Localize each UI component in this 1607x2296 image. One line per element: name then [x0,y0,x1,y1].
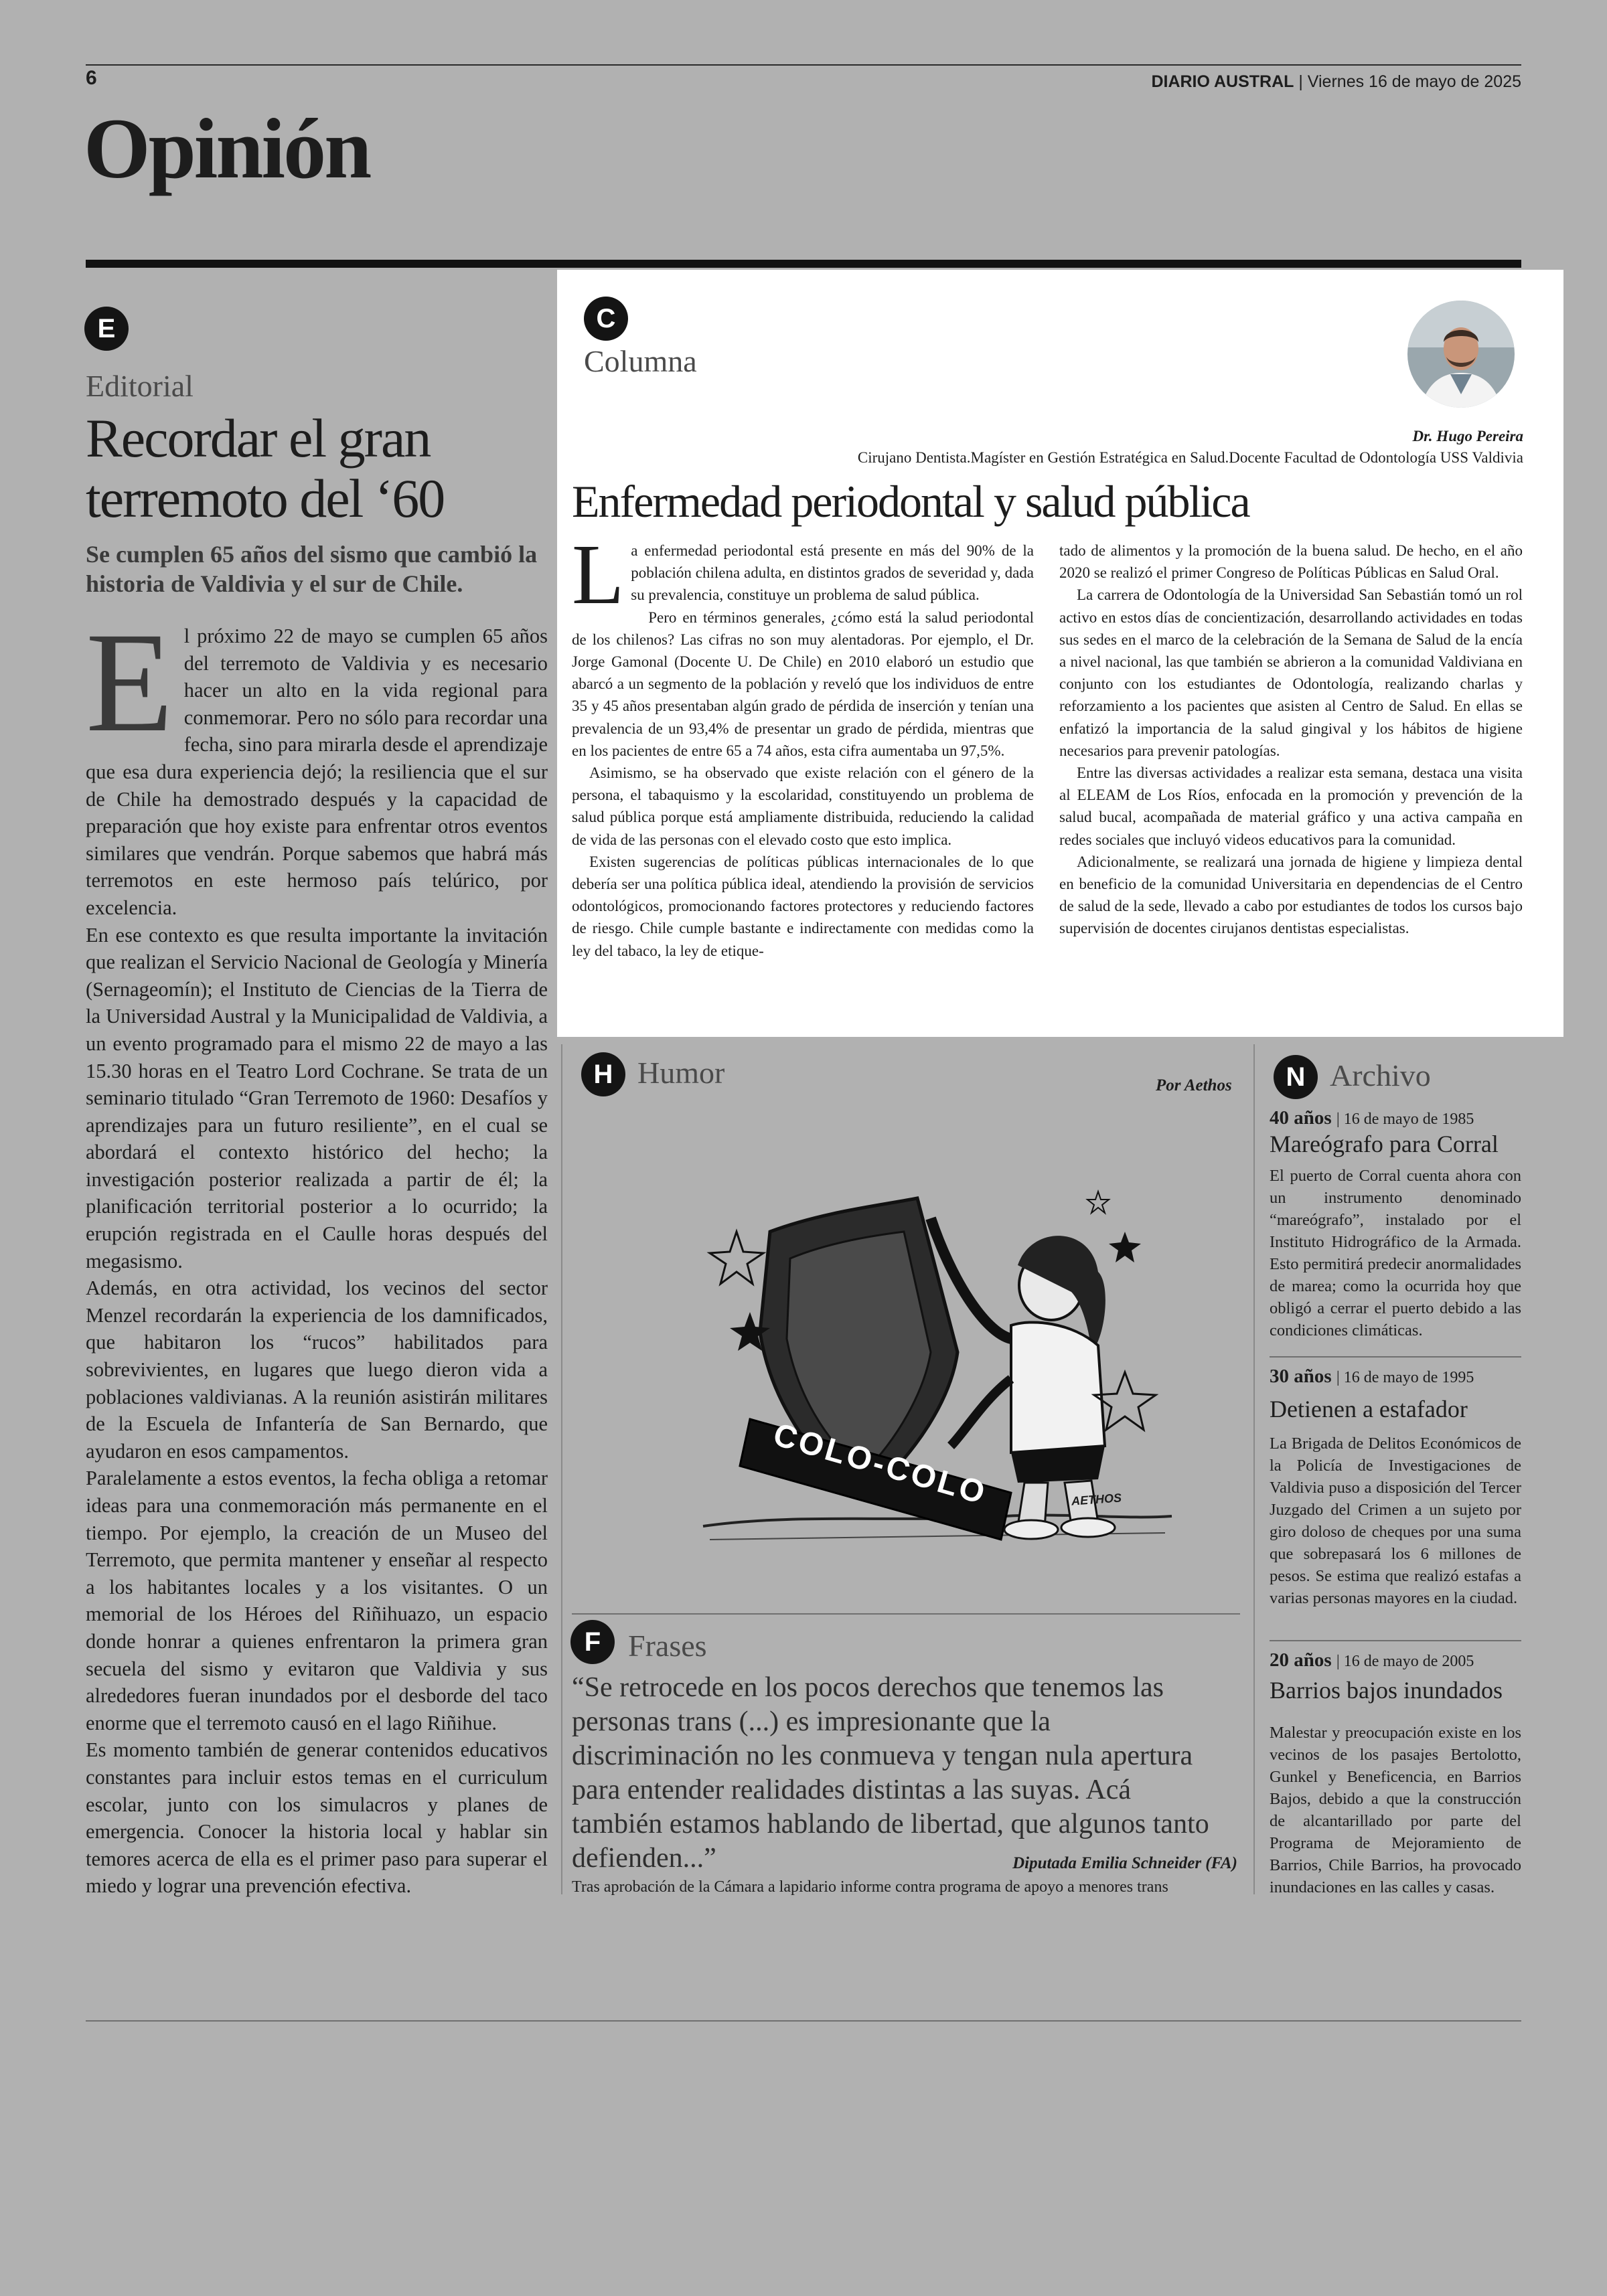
editorial-paragraph: Paralelamente a estos eventos, la fecha obliga a retomar ideas para una conmemoración más permanente en el tiempo. Por ejemplo, la creación de un Museo del Terremoto, que permita mantener y enseñar al respecto a los habitantes locales y a los visitantes. O un memorial de los Héroes del Riñihuazo, un espacio donde honrar a quienes enfrentaron la primera gran secuela del sismo y evitaron que Valdivia y sus alrededores fueran inundados por el desborde del taco enorme que el terremoto causó en el lago Riñihue. [86,1467,548,1734]
editorial-deck: Se cumplen 65 años del sismo que cambió la historia de Valdivia y el sur de Chile. [86,541,538,597]
cartoon-banner-text: COLO-COLO [769,1416,992,1512]
column-paragraph: La enfermedad periodontal está presente en más del 90% de la población chilena adulta, en distintos grados de severidad y, dada su prevalencia, constituye un problema de salud pública. [572,527,1034,622]
author-photo [1407,301,1515,408]
archivo-badge: N [1274,1055,1318,1099]
frases-badge: F [570,1620,615,1664]
column-separator [561,1044,562,1894]
editorial-headline-line1: Recordar el gran [86,408,431,469]
archivo-item-text: El puerto de Corral cuenta ahora con un instrumento denominado “mareógrafo”, instalado por el Instituto Hidrográfico de la Armada. Esto permitirá predecir anormalidades de marea; como la ocurrida hoy que obligó a cerrar el puerto debido a las condiciones climáticas. [1270,1167,1521,1339]
archivo-item-text: Malestar y preocupación existe en los vecinos de los pasajes Bertolotto, Gunkel y Beneficencia, en Barrios Bajos, debido a que la construcción de alcantarillado por parte del Programa de Mejoramiento de Barrios, Chile Barrios, ha provocado inundaciones en las calles y casas. [1270,1724,1521,1896]
column-paragraph: Adicionalmente, se realizará una jornada de higiene y limpieza dental en beneficio de la comunidad Universitaria en dependencias de el Centro de salud de la sede, llevado a cabo por estudiantes de todos los cursos bajo supervisión de docentes cirujanos dentistas especialistas. [1059,853,1523,937]
column-paragraph: Entre las diversas actividades a realizar esta semana, destaca una visita al ELEAM de Los Ríos, enfocada en la promoción y prevención de la salud bucal, acompañada de material gráfico y una activa campaña en redes sociales que incluyó videos educativos para la comunidad. [1059,764,1523,848]
section-thick-rule [86,260,1521,268]
column-badge: C [584,297,628,341]
section-title: Opinión [84,101,370,196]
frases-kicker: Frases [628,1629,707,1663]
archivo-item-text: La Brigada de Delitos Económicos de la Policía de Investigaciones de Valdivia puso a disposición del Tercer Juzgado del Crimen a un sujeto por giro doloso de cheques por una suma que sobrepasará los 6 millones de pesos. Se estima que realizó estafas a varias personas mayores en la ciudad. [1270,1434,1521,1607]
frases-rule [572,1613,1240,1615]
issue-date: Viernes 16 de mayo de 2025 [1307,72,1521,91]
column-kicker: Columna [584,344,697,378]
editorial-kicker: Editorial [86,369,194,403]
author-portrait-icon [1407,301,1515,408]
column-paragraph: La carrera de Odontología de la Universidad San Sebastián tomó un rol activo en estos días de concientización, desarrollando actividades en todas sus sedes en el marco de la celebración de la Semana de Salud de la encía a nivel nacional, las que también se abrieron a la comunidad Valdiviana en conjunto con los estudiantes de Odontología, realizando charlas y reforzamiento a los pacientes que asisten al Centro de Salud. En ellas se enfatizó la importancia de la salud gingival y los hábitos de higiene necesarios para prevenir patologías. [1059,586,1523,759]
editorial-body [86,603,548,1900]
humor-credit: Por Aethos [1156,1076,1232,1094]
column-dropcap: L [572,527,625,622]
archivo-item-years: 20 años | 16 de mayo de 2005 [1270,1649,1474,1671]
column-separator [1253,1044,1255,1894]
column-paragraph: Pero en términos generales, ¿cómo está la salud periodontal de los chilenos? Las cifras no son muy alentadoras. Por ejemplo, el Dr. Jorge Gamonal (Docente U. De Chile) en 2010 elaboró un estudio que abarcó a un segmento de la población y reveló que los individuos de entre 35 y 45 años presentaban algún grado de pérdida de inserción y tenían una prevalencia de un 93,4% de presentar un grado de pérdida, mientras que en los pacientes de entre 65 a 74 años, esta cifra aumentaba un 97,5%. [572,608,1034,759]
column-headline: Enfermedad periodontal y salud pública [572,476,1249,527]
editorial-headline-line2: terremoto del ‘60 [86,468,445,529]
editorial-dropcap: E [86,603,173,762]
editorial-badge: E [84,307,129,351]
archivo-divider [1270,1356,1521,1358]
bottom-rule [86,2020,1521,2022]
column-box [557,270,1563,1037]
humor-cartoon [696,1178,1178,1553]
editorial-paragraph: Además, en otra actividad, los vecinos del sector Menzel recordarán la experiencia de los damnificados, que habitaron los “rucos” habilitados para sobrevivientes, en lugares que luego dieron vida a poblaciones valdivianas. A la reunión asistirán militares de la Escuela de Infantería de San Bernardo, que ayudaron en esos campamentos. [86,1277,548,1463]
archivo-item-years: 40 años | 16 de mayo de 1985 [1270,1107,1474,1129]
paper-name: DIARIO AUSTRAL [1151,72,1294,91]
top-rule [86,64,1521,66]
editorial-paragraph: El próximo 22 de mayo se cumplen 65 años del terremoto de Valdivia y es necesario hacer un alto en la vida regional para conmemorar. Pero no sólo para recordar una fecha, sino para mirarla desde el aprendizaje que esa dura experiencia dejó; la resiliencia que el sur de Chile ha demostrado después y la capacidad de preparación que hoy existe para enfrentar otros eventos similares que vendrán. Porque sabemos que habrá más terremotos en este hermoso país telúrico, por excelencia. [86,603,548,919]
column-text-left [572,527,1034,962]
column-author-role: Cirujano Dentista.Magíster en Gestión Estratégica en Salud.Docente Facultad de Odontología USS Valdivia [857,449,1523,466]
editorial-paragraph: Es momento también de generar contenidos educativos constantes para incluir estos temas en el curriculum escolar, junto con los simulacros y planes de emergencia. Conocer la historia local y hablar sin temores acerca de ella es el primer paso para superar el miedo y lograr una prevención efectiva. [86,1738,548,1898]
column-paragraph: tado de alimentos y la promoción de la buena salud. De hecho, en el año 2020 se realizó el primer Congreso de Políticas Públicas en Salud Oral. [1059,542,1523,582]
page-number: 6 [86,67,97,89]
humor-kicker: Humor [637,1056,725,1090]
column-author: Dr. Hugo Pereira [1412,428,1523,444]
column-text-right [1059,540,1523,940]
masthead: DIARIO AUSTRAL | Viernes 16 de mayo de 2025 [1151,72,1521,91]
archivo-item-title: Detienen a estafador [1270,1396,1468,1422]
column-paragraph: Existen sugerencias de políticas públicas internacionales de lo que debería ser una política pública ideal, atendiendo la provisión de servicios odontológicos, promocionando factores protectores y reduciendo factores de riesgo. Chile cumple bastante e indirectamente con medidas como la ley del tabaco, la ley de etique- [572,853,1034,959]
archivo-item-years: 30 años | 16 de mayo de 1995 [1270,1366,1474,1387]
column-paragraph: Asimismo, se ha observado que existe relación con el género de la persona, el tabaquismo y la escolaridad, constituyendo un problema de salud pública porque está ampliamente distribuida, reduciendo la calidad de vida de las personas con el elevado costo que esto implica. [572,764,1034,848]
archivo-item-title: Mareógrafo para Corral [1270,1131,1499,1157]
archivo-item-title: Barrios bajos inundados [1270,1677,1503,1704]
archivo-kicker: Archivo [1330,1058,1431,1092]
editorial-paragraph: En ese contexto es que resulta importante la invitación que realizan el Servicio Nacional de Geología y Minería (Sernageomín); el Instituto de Ciencias de la Tierra de la Universidad Austral y la Municipalidad de Valdivia, a un evento programado para el mismo 22 de mayo a las 15.30 horas en el Teatro Lord Cochrane. Se trata de un seminario titulado “Gran Terremoto de 1960: Desafíos y aprendizajes para un futuro resiliente”, en el cual se abordará el contexto histórico del hecho; la investigación posterior realizada a partir de él; la planificación territorial posterior a lo ocurrido; la erupción registrada en el Caulle horas después del megasismo. [86,923,548,1273]
frases-quote: “Se retrocede en los pocos derechos que tenemos las personas trans (...) es impresionante que la discriminación no les conmueva y tengan nula apertura para entender realidades distintas a las suyas. Acá también estamos hablando de libertad, que algunos tanto defienden...” [572,1672,1209,1874]
archivo-divider [1270,1640,1521,1641]
frases-attribution: Diputada Emilia Schneider (FA) [1012,1854,1237,1872]
editorial-headline [86,408,554,529]
humor-badge: H [581,1052,625,1096]
cartoon-signature: AETHOS [1071,1491,1122,1508]
frases-context: Tras aprobación de la Cámara a lapidario informe contra programa de apoyo a menores trans [572,1878,1168,1896]
